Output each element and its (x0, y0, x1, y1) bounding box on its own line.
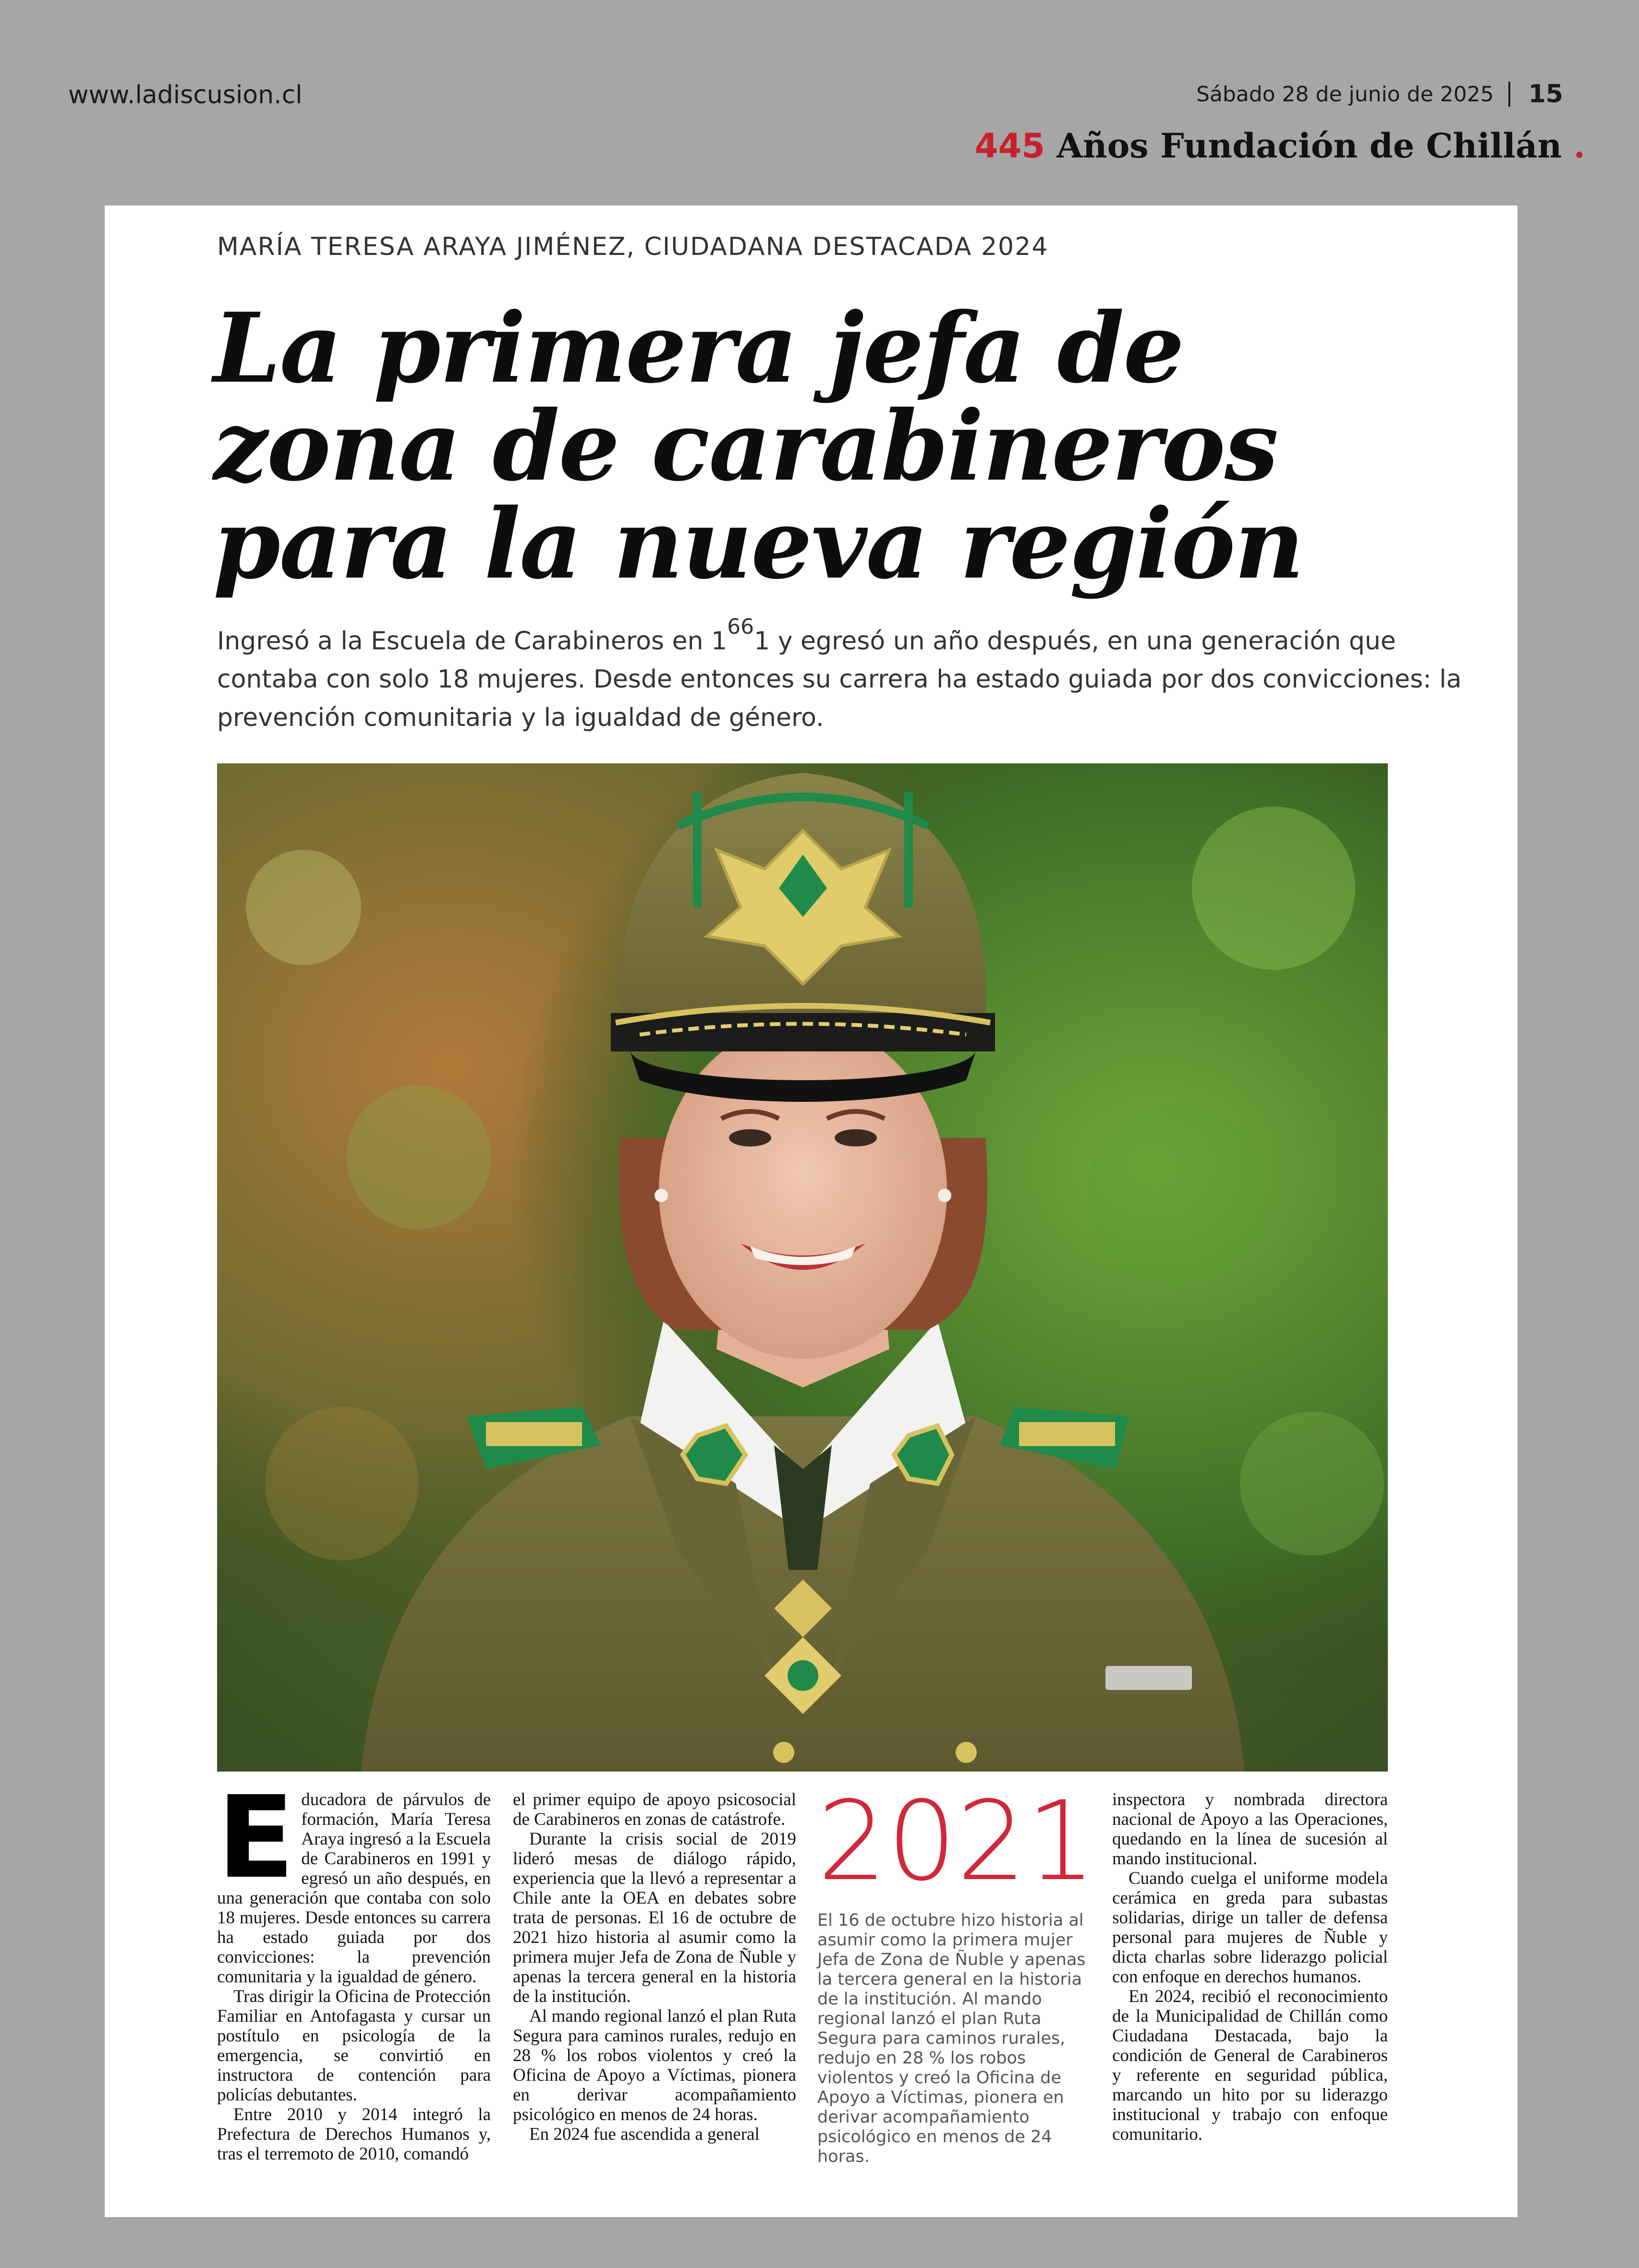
body-paragraph: Al mando regional lanzó el plan Ruta Segura para caminos rurales, redujo en 28 % los robos violentos y creó la Oficina de Apoyo a Víctimas, pionera en derivar acompañamiento psicológico en menos de 24 horas. (513, 2006, 796, 2124)
body-paragraph: En 2024, recibió el reconocimiento de la Municipalidad de Chillán como Ciudadana Destacada, bajo la condición de General de Carabineros y referente en seguridad pública, marcando un hito por su liderazgo institucional y trabajo con enfoque comunitario. (1112, 1987, 1388, 2144)
body-paragraph: inspectora y nombrada directora nacional de Apoyo a las Operaciones, quedando en la línea de sucesión al mando institucional. (1112, 1790, 1388, 1869)
section-dot: . (1573, 126, 1585, 166)
section-label: Años Fundación de Chillán (1056, 126, 1562, 166)
headline-line: para la nueva región (213, 488, 1303, 601)
body-column-4 (1112, 1790, 1388, 2144)
article-headline (213, 292, 1414, 601)
site-url[interactable]: www.ladiscusion.cl (68, 81, 303, 109)
portrait-photo (217, 763, 1388, 1772)
body-column-1 (217, 1772, 491, 2164)
body-paragraph: Durante la crisis social de 2019 lideró mesas de diálogo rápido, experiencia que la llevó a representar a Chile ante la OEA en debates sobre trata de personas. El 16 de octubre de 2021 hizo historia al asumir como la primera mujer Jefa de Zona de Ñuble y apenas la tercera general en la historia de la institución. (513, 1829, 796, 2006)
paragraph-text: ducadora de párvulos de formación, María Teresa Araya ingresó a la Escuela de Carabineros en 1991 y egresó un año después, en una generación que contaba con solo 18 mujeres. Desde entonces su carrera ha estado guiada por dos convicciones: la prevención comunitaria y la igualdad de género. (217, 1790, 491, 1987)
body-paragraph: Entre 2010 y 2014 integró la Prefectura de Derechos Humanos y, tras el terremoto de 2010, comandó (217, 2105, 491, 2164)
highlight-year: 2021 (817, 1777, 1096, 1905)
dek-text-start: Ingresó a la Escuela de Carabineros en 1 (217, 627, 728, 656)
headline-line: zona de carabineros (213, 390, 1278, 503)
dek-text-end: 1 y egresó un año después, en una generación que contaba con solo 18 mujeres. Desde entonces su carrera ha estado guiada por dos convicciones: la prevención comunitaria y la igualdad de género. (217, 627, 1462, 733)
body-paragraph: Cuando cuelga el uniforme modela cerámica en greda para subastas solidarias, dirige un taller de defensa personal para mujeres de Ñuble y dicta charlas sobre liderazgo policial con enfoque en derechos humanos. (1112, 1869, 1388, 1987)
dropcap: E (217, 1772, 295, 1904)
section-number: 445 (974, 126, 1045, 166)
date-separator (1508, 82, 1510, 107)
dek-superscript: 66 (727, 615, 754, 639)
article-kicker: MARÍA TERESA ARAYA JIMÉNEZ, CIUDADANA DESTACADA 2024 (217, 232, 1049, 261)
headline-line: La primera jefa de (213, 292, 1184, 405)
body-column-2 (513, 1790, 796, 2144)
highlight-text: El 16 de octubre hizo historia al asumir como la primera mujer Jefa de Zona de Ñuble y apenas la tercera general en la historia de la institución. Al mando regional lanzó el plan Ruta Segura para caminos rurales, redujo en 28 % los robos violentos y creó la Oficina de Apoyo a Víctimas, pionera en derivar acompañamiento psicológico en menos de 24 horas. (817, 1911, 1086, 2166)
section-title (975, 126, 1585, 166)
article-body (217, 1772, 1388, 2203)
body-paragraph: En 2024 fue ascendida a general (529, 2124, 760, 2144)
page-number: 15 (1528, 80, 1563, 109)
highlight-column (817, 1777, 1096, 2167)
portrait-illustration (217, 763, 1388, 1772)
body-paragraph (217, 1772, 491, 1987)
issue-date-bar (1196, 80, 1563, 109)
issue-date: Sábado 28 de junio de 2025 (1196, 82, 1494, 107)
article-dek (217, 615, 1504, 737)
article-sheet (105, 205, 1518, 2217)
body-paragraph: Tras dirigir la Oficina de Protección Familiar en Antofagasta y cursar un postítulo en psicología de la emergencia, se convirtió en instructora de contención para policías debutantes. (217, 1987, 491, 2105)
body-paragraph: el primer equipo de apoyo psicosocial de Carabineros en zonas de catástrofe. (513, 1790, 796, 1829)
